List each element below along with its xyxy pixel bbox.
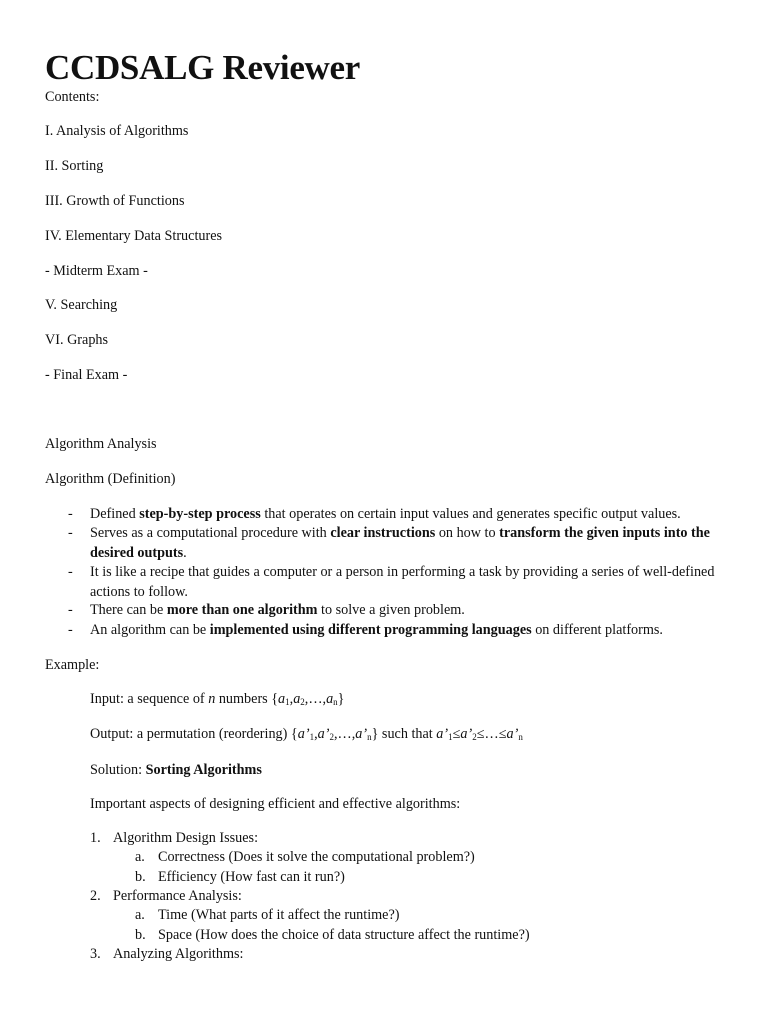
contents-item: V. Searching xyxy=(45,297,118,313)
input-line: Input: a sequence of n numbers $\{a_1,a_2,\dots,a_n\}$ xyxy=(90,691,345,707)
contents-item: I. Analysis of Algorithms xyxy=(45,123,189,139)
bullet-item: - Serves as a computational procedure with clear instructions on how to transform the given inputs into the desired outputs. xyxy=(68,525,710,561)
bullet-item: - It is like a recipe that guides a computer or a person in performing a task by providing a series of well-defined actions to follow. xyxy=(68,564,715,600)
contents-label: Contents: xyxy=(45,89,100,105)
definition-heading: Algorithm (Definition) xyxy=(45,471,176,487)
bullet-item: - There can be more than one algorithm to solve a given problem. xyxy=(68,602,465,618)
example-label: Example: xyxy=(45,657,100,673)
section-heading: Algorithm Analysis xyxy=(45,436,157,452)
contents-item: - Final Exam - xyxy=(45,367,128,383)
aspects-label: Important aspects of designing efficient and effective algorithms: xyxy=(90,796,461,812)
contents-item: IV. Elementary Data Structures xyxy=(45,228,223,244)
output-line: Output: a permutation (reordering) $\{a’_1,a’_2,\dots,a’_n\}$ such that $a’_1\le a’_2\le\dots\le a’_n$ xyxy=(90,726,523,742)
contents-item: VI. Graphs xyxy=(45,332,109,348)
bullet-item: - An algorithm can be implemented using different programming languages on different platforms. xyxy=(68,622,663,638)
page-title: CCDSALG Reviewer xyxy=(45,48,361,87)
contents-item: - Midterm Exam - xyxy=(45,263,148,279)
contents-item: III. Growth of Functions xyxy=(45,193,185,209)
contents-item: II. Sorting xyxy=(45,158,104,174)
bullet-item: - Defined step-by-step process that operates on certain input values and generates specific output values. xyxy=(68,506,681,522)
solution-line: Solution: Sorting Algorithms xyxy=(90,762,262,778)
